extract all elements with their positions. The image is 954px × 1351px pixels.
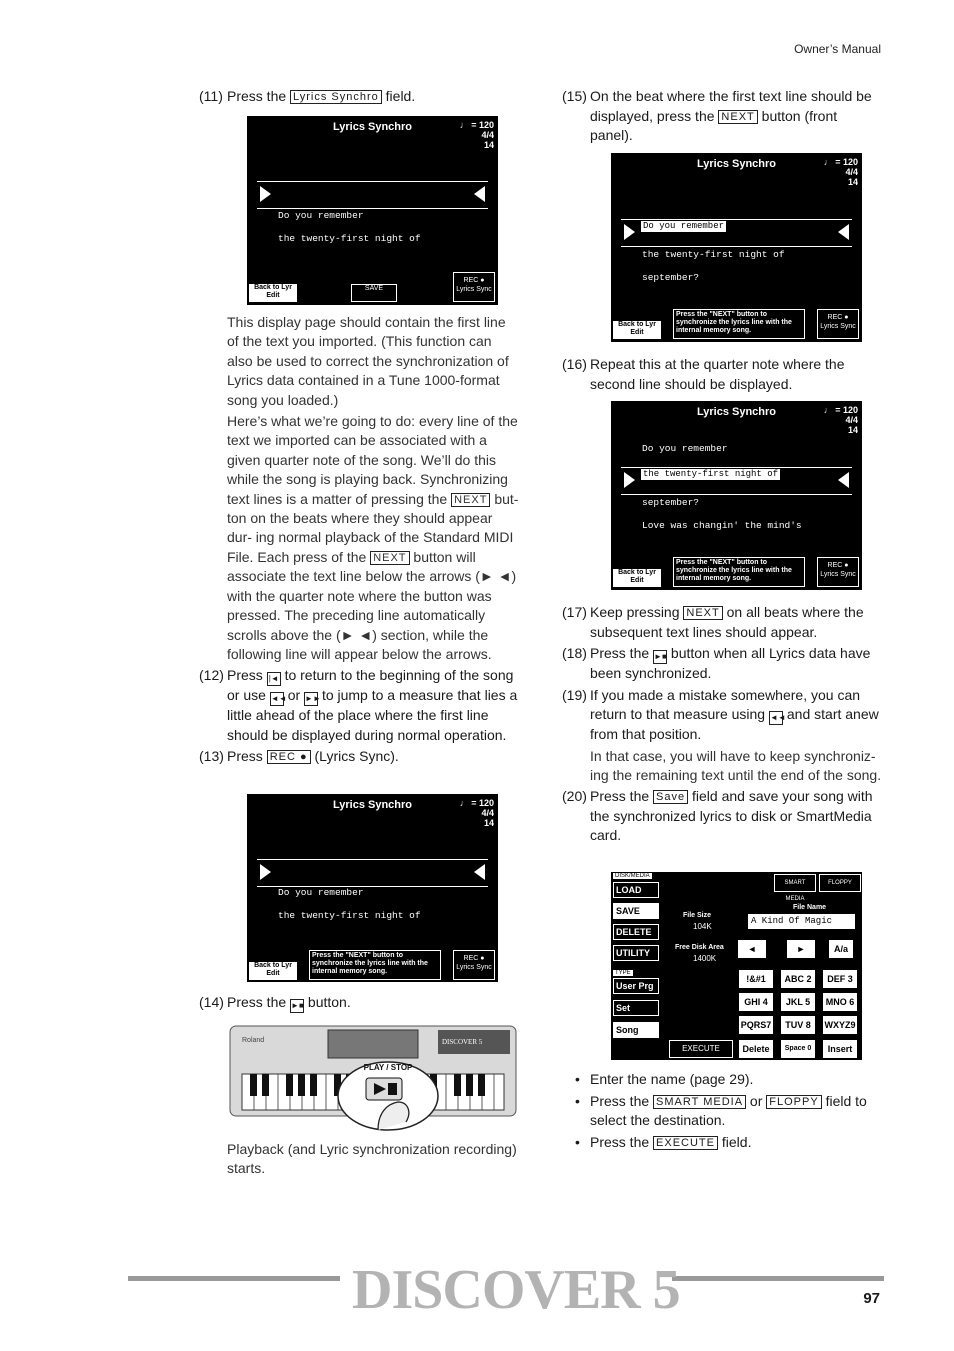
footer-logo: DISCOVER 5 xyxy=(352,1259,680,1321)
paragraph-playback xyxy=(199,1140,521,1181)
sync-arrow-band xyxy=(621,467,852,495)
key-6[interactable]: MNO 6 xyxy=(823,993,857,1011)
rec-button[interactable]: REC ● Lyrics Sync xyxy=(817,309,859,339)
key-4[interactable]: GHI 4 xyxy=(739,993,773,1011)
delete-tab[interactable]: DELETE xyxy=(613,924,659,940)
paragraph: Here’s what we’re going to do: every line of the text we imported can be associated with a given quarter note of the song. We’ll do this while the song is playing back. Synchronizing text lines is a matter of pressing the NEXT but- ton on the beats where they should appear dur- ing normal playback of the Standard MIDI File. Each press of the NEXT button will associate the text line below the arrows (► ◄) with the quarter note where the button was pressed. The preceding line automatically scrolls above the (► ◄) section, while the following line will appear below the arrows. xyxy=(227,413,519,662)
step-12: (12) Press |◄ to return to the beginning of the song or use ◄◄ or ►► to jump to a measure that lies a little ahead of the place where the first line should be displayed during normal operation. xyxy=(199,667,518,743)
keyboard-panel-illustration xyxy=(228,1022,518,1132)
smart-media-button[interactable]: SMART MEDIA xyxy=(774,874,816,892)
file-name-field[interactable]: A Kind Of Magic xyxy=(748,914,855,929)
step-14: (14) Press the ►■ button. xyxy=(199,993,521,1013)
delete-button[interactable]: Delete xyxy=(739,1040,773,1058)
lyric-line: september? xyxy=(642,272,700,283)
lcd-tempo: ♩ = 120 4/4 14 xyxy=(823,157,858,187)
bullet-list xyxy=(562,1070,882,1154)
lyric-line: Love was changin' the mind's xyxy=(642,520,802,531)
lcd-title: Lyrics Synchro xyxy=(696,406,777,418)
right-arrow-icon xyxy=(260,186,271,202)
floppy-key: FLOPPY xyxy=(766,1095,821,1109)
step-text: Press the xyxy=(227,88,287,104)
lcd-screen-4 xyxy=(611,401,862,590)
right-arrow-icon xyxy=(260,864,271,880)
go-to-start-icon: |◄ xyxy=(267,672,281,686)
fast-forward-icon: ►► xyxy=(304,692,318,706)
right-arrow-icon xyxy=(624,472,635,488)
lcd-screen-1 xyxy=(247,116,498,305)
disk-title: DISK/MEDIA xyxy=(615,873,650,879)
song-option[interactable]: Song xyxy=(613,1022,659,1038)
key-3[interactable]: DEF 3 xyxy=(823,970,857,988)
rec-key: REC ● xyxy=(267,750,311,764)
lcd-screen-3 xyxy=(247,794,498,982)
back-to-lyr-edit-button[interactable]: Back to Lyr Edit xyxy=(249,284,297,302)
lyric-line: september? xyxy=(642,497,700,508)
bullet-item: • Press the SMART MEDIA or FLOPPY field to select the destination. xyxy=(562,1092,882,1131)
step-text: field. xyxy=(385,88,416,104)
play-stop-icon: ►■ xyxy=(653,650,667,664)
left-arrow-icon xyxy=(474,186,485,202)
next-key: NEXT xyxy=(451,493,490,507)
back-to-lyr-edit-button[interactable]: Back to Lyr Edit xyxy=(613,321,661,339)
step-20: (20) Press the Save field and save your song with the synchronized lyrics to disk or SmartMedia card. xyxy=(562,788,873,844)
lyric-line: the twenty-first night of xyxy=(278,910,421,921)
left-column-text xyxy=(199,313,521,769)
step-16: (16) Repeat this at the quarter note where the second line should be displayed. xyxy=(562,356,845,392)
lyric-line: Do you remember xyxy=(642,443,728,454)
lyrics-synchro-key: Lyrics Synchro xyxy=(290,90,382,104)
case-toggle-button[interactable]: A/a xyxy=(829,940,853,958)
load-tab[interactable]: LOAD xyxy=(613,882,659,898)
lcd-screen-2 xyxy=(611,153,862,342)
save-key: Save xyxy=(653,790,688,804)
step-14-block xyxy=(199,993,521,1015)
instruction-message: Press the "NEXT" button to synchronize the lyrics line with the internal memory song. xyxy=(673,309,805,339)
right-arrow-icon xyxy=(624,224,635,240)
cursor-right-button[interactable]: ► xyxy=(787,940,815,958)
paragraph: This display page should contain the first line of the text you imported. (This function can also be used to correct the synchronization of Lyrics data contained in a Tune 1000-format song you loaded.) xyxy=(227,314,509,408)
free-disk-area-label: Free Disk Area xyxy=(675,944,724,951)
rewind-icon: ◄◄ xyxy=(270,692,284,706)
left-arrow-icon xyxy=(838,224,849,240)
type-label: TYPE xyxy=(615,970,631,976)
next-key: NEXT xyxy=(370,551,409,565)
step-13: (13) Press REC ● (Lyrics Sync). xyxy=(199,748,399,765)
rec-button[interactable]: REC ● Lyrics Sync xyxy=(453,272,495,302)
instruction-message: Press the "NEXT" button to synchronize the lyrics line with the internal memory song. xyxy=(673,557,805,587)
step-17: (17) Keep pressing NEXT on all beats where the subsequent text lines should appear. xyxy=(562,604,864,640)
paragraph: In that case, you will have to keep synchroniz- ing the remaining text until the end of the song. xyxy=(590,747,882,783)
lyric-line: the twenty-first night of xyxy=(278,233,421,244)
next-key: NEXT xyxy=(718,110,757,124)
page-number: 97 xyxy=(863,1290,880,1307)
floppy-button[interactable]: FLOPPY xyxy=(819,874,861,892)
back-to-lyr-edit-button[interactable]: Back to Lyr Edit xyxy=(249,962,297,980)
file-size-value: 104K xyxy=(693,922,712,931)
execute-button[interactable]: EXECUTE xyxy=(669,1040,733,1058)
play-stop-label: PLAY / STOP xyxy=(363,1063,413,1072)
right-column-steps xyxy=(562,603,882,848)
brand-logo: Roland xyxy=(242,1037,265,1044)
current-lyric-line: Do you remember xyxy=(643,221,725,231)
sync-arrow-band xyxy=(257,859,488,887)
bullet-item: • Press the EXECUTE field. xyxy=(562,1133,882,1153)
next-key: NEXT xyxy=(683,606,722,620)
lcd-tempo: ♩ = 120 4/4 14 xyxy=(459,120,494,150)
utility-tab[interactable]: UTILITY xyxy=(613,945,659,961)
rewind-icon: ◄◄ xyxy=(769,711,783,725)
footer-rule-right xyxy=(672,1276,884,1281)
paragraph: Playback (and Lyric synchronization recording) starts. xyxy=(227,1141,517,1177)
smart-media-key: SMART MEDIA xyxy=(653,1095,746,1109)
footer-rule-left xyxy=(128,1276,340,1281)
right-column xyxy=(562,87,882,148)
current-lyric-line: the twenty-first night of xyxy=(643,469,779,479)
step-15: (15) On the beat where the first text line should be displayed, press the NEXT button (front panel). xyxy=(562,88,872,143)
save-tab[interactable]: SAVE xyxy=(613,903,659,919)
key-8[interactable]: TUV 8 xyxy=(781,1016,815,1034)
key-9[interactable]: WXYZ9 xyxy=(823,1016,857,1034)
set-option[interactable]: Set xyxy=(613,1000,659,1016)
lcd-title: Lyrics Synchro xyxy=(332,799,413,811)
cursor-left-button[interactable]: ◄ xyxy=(738,940,766,958)
model-logo: DISCOVER 5 xyxy=(442,1038,483,1046)
execute-key: EXECUTE xyxy=(653,1136,718,1150)
free-disk-area-value: 1400K xyxy=(693,954,717,963)
file-name-label: File Name xyxy=(793,904,827,911)
sync-arrow-band xyxy=(621,219,852,247)
step-19: (19) If you made a mistake somewhere, you can return to that measure using ◄◄ and start anew from that position. xyxy=(562,686,879,742)
file-size-label: File Size xyxy=(683,912,712,919)
step-16-block xyxy=(562,355,882,396)
key-1[interactable]: !&#1 xyxy=(739,970,773,988)
lyric-line: Do you remember xyxy=(278,887,364,898)
step-11 xyxy=(199,87,521,107)
sync-arrow-band xyxy=(257,181,488,209)
rec-button[interactable]: REC ● Lyrics Sync xyxy=(817,557,859,587)
key-7[interactable]: PQRS7 xyxy=(739,1016,773,1034)
lcd-tempo: ♩ = 120 4/4 14 xyxy=(823,405,858,435)
back-to-lyr-edit-button[interactable]: Back to Lyr Edit xyxy=(613,569,661,587)
key-2[interactable]: ABC 2 xyxy=(781,970,815,988)
insert-button[interactable]: Insert xyxy=(823,1040,857,1058)
key-5[interactable]: JKL 5 xyxy=(781,993,815,1011)
bullet-item: • Enter the name (page 29). xyxy=(562,1070,882,1090)
lyric-line: the twenty-first night of xyxy=(642,249,785,260)
rec-button[interactable]: REC ● Lyrics Sync xyxy=(453,950,495,980)
lcd-title: Lyrics Synchro xyxy=(696,158,777,170)
running-header: Owner’s Manual xyxy=(794,42,881,56)
disk-media-screen xyxy=(611,872,862,1060)
left-arrow-icon xyxy=(474,864,485,880)
step-number: (11) xyxy=(199,88,223,104)
space-button[interactable]: Space 0 xyxy=(781,1040,815,1058)
play-stop-icon: ►■ xyxy=(290,999,304,1013)
instruction-message: Press the "NEXT" button to synchronize the lyrics line with the internal memory song. xyxy=(309,950,441,980)
left-column xyxy=(199,87,521,109)
left-arrow-icon xyxy=(838,472,849,488)
user-prg-option[interactable]: User Prg xyxy=(613,978,659,994)
lyric-line: Do you remember xyxy=(278,210,364,221)
save-button[interactable]: SAVE xyxy=(351,284,397,302)
step-18: (18) Press the ►■ button when all Lyrics data have been synchronized. xyxy=(562,645,871,681)
lcd-tempo: ♩ = 120 4/4 14 xyxy=(459,798,494,828)
lcd-title: Lyrics Synchro xyxy=(332,121,413,133)
